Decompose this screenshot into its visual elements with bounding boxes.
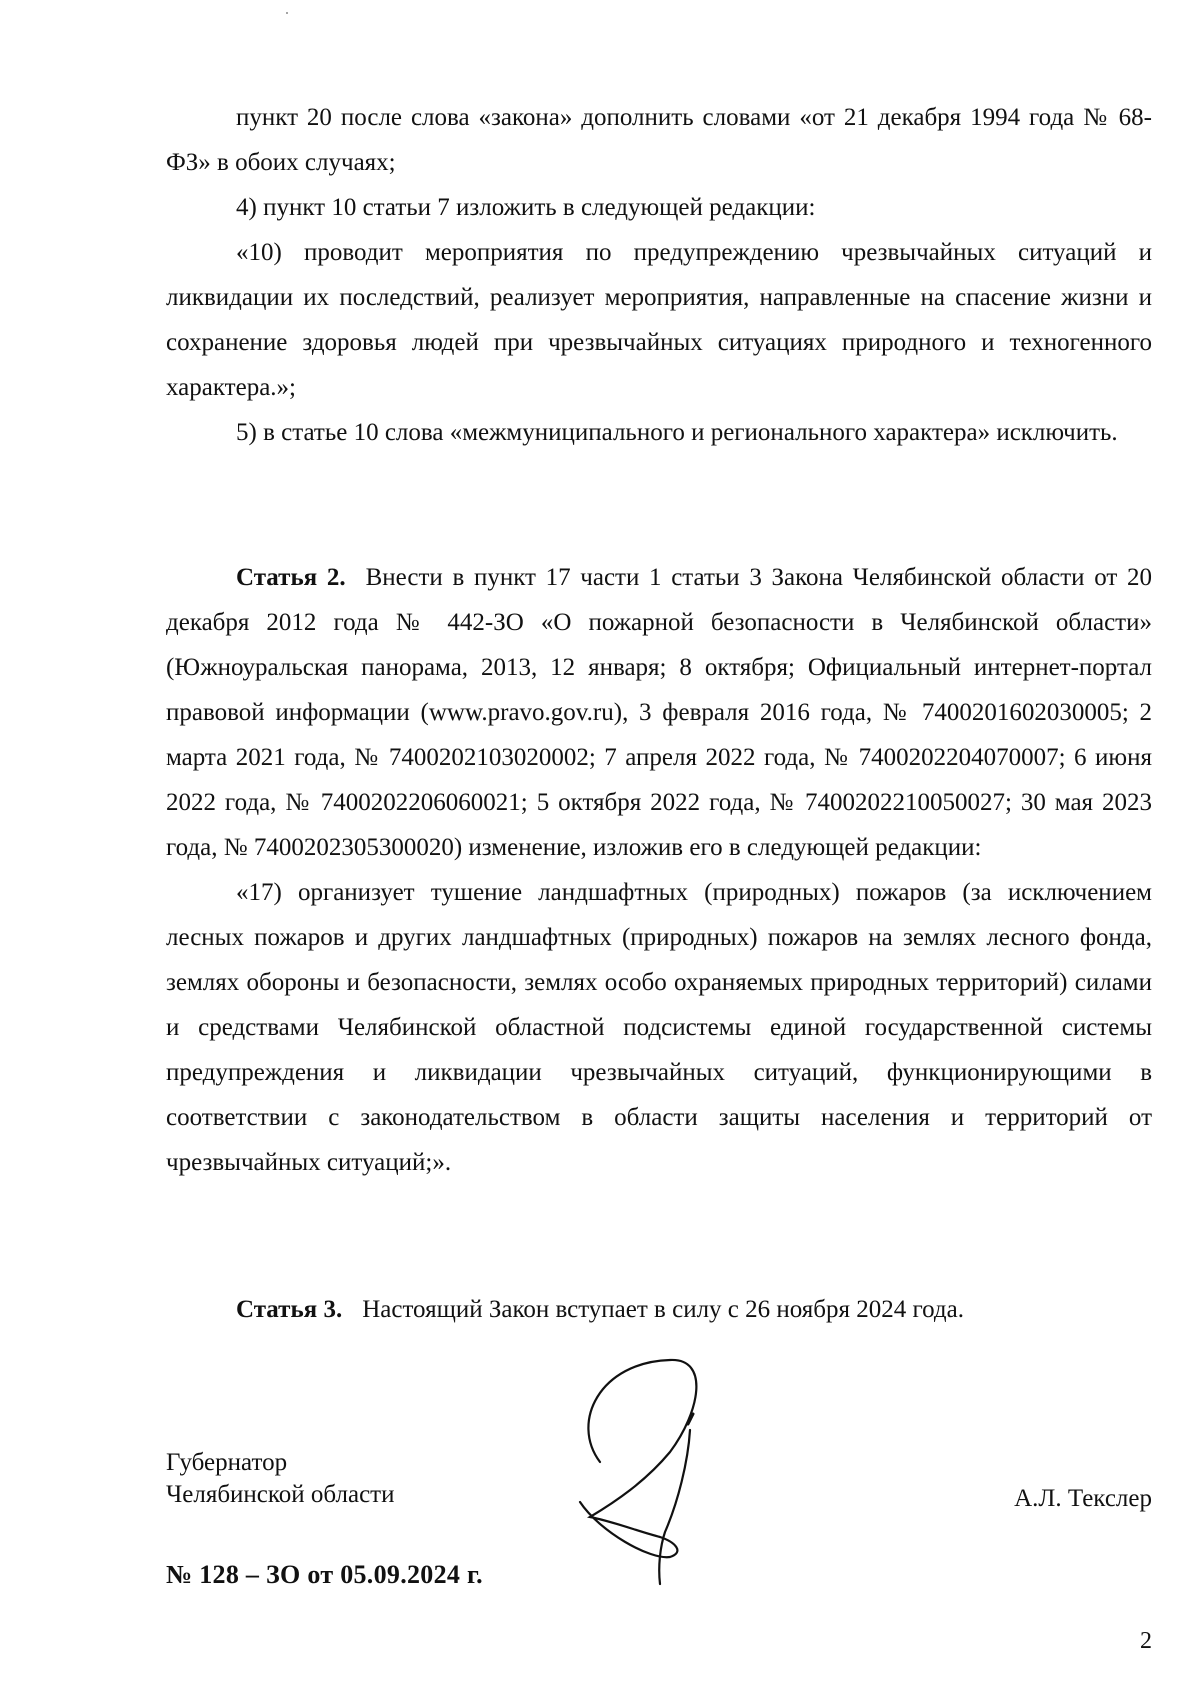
article-2-quote: «17) организует тушение ландшафтных (природных) пожаров (за исключением лесных пожаров и других ландшафтных (природных) пожаров на землях лесного фонда, землях обороны и безопасности, землях особо охраняемых природных территорий) силами и средствами Челябинской областной подсистемы единой государственной системы предупреждения и ликвидации чрезвычайных ситуаций, функционирующими в соответствии с законодательством в области защиты населения и территорий от чрезвычайных ситуаций;». — [166, 879, 1152, 1176]
signatory-title-line-2: Челябинской области — [166, 1481, 395, 1508]
handwritten-signature — [560, 1352, 765, 1587]
item-4-text-paragraph: «10) проводит мероприятия по предупреждению чрезвычайных ситуаций и ликвидации их последствий, реализует мероприятия, направленные на спасение жизни и сохранение здоровья людей при чрезвычайных ситуациях природного и техногенного характера.»; — [166, 239, 1152, 401]
article-3-paragraph — [166, 1287, 1152, 1332]
article-3-text: Настоящий Закон вступает в силу с 26 ноября 2024 года. — [362, 1296, 964, 1323]
law-number: № 128 – ЗО от 05.09.2024 г. — [166, 1560, 483, 1589]
continuation-block — [166, 95, 1152, 455]
item-4-paragraph: 4) пункт 10 статьи 7 изложить в следующей редакции: — [236, 194, 816, 221]
article-2-text: Внести в пункт 17 части 1 статьи 3 Закона Челябинской области от 20 декабря 2012 года № 442-ЗО «О пожарной безопасности в Челябинской области» (Южноуральская панорама, 2013, 12 января; 8 октября; Официальный интернет-портал правовой информации (www.pravo.gov.ru), 3 февраля 2016 года, № 7400201602030005; 2 марта 2021 года, № 7400202103020002; 7 апреля 2022 года, № 7400202204070007; 6 июня 2022 года, № 7400202206060021; 5 октября 2022 года, № 7400202210050027; 30 мая 2023 года, № 7400202305300020) изменение, изложив его в следующей редакции: — [166, 564, 1152, 861]
article-2-heading: Статья 2. — [236, 564, 346, 591]
article-3-heading: Статья 3. — [236, 1296, 343, 1323]
page-number: 2 — [1140, 1628, 1152, 1654]
article-2-block — [166, 555, 1152, 1185]
item-5-paragraph: 5) в статье 10 слова «межмуниципального и регионального характера» исключить. — [236, 419, 1118, 446]
continuation-paragraph: пункт 20 после слова «закона» дополнить словами «от 21 декабря 1994 года № 68-ФЗ» в обоих случаях; — [166, 104, 1152, 176]
article-2-paragraph — [166, 555, 1152, 870]
scan-speck — [286, 12, 288, 14]
signatory-title — [166, 1447, 394, 1511]
signatory-name: А.Л. Текслер — [1014, 1485, 1152, 1512]
article-3-block — [166, 1287, 1152, 1332]
signatory-title-line-1: Губернатор — [166, 1449, 288, 1476]
